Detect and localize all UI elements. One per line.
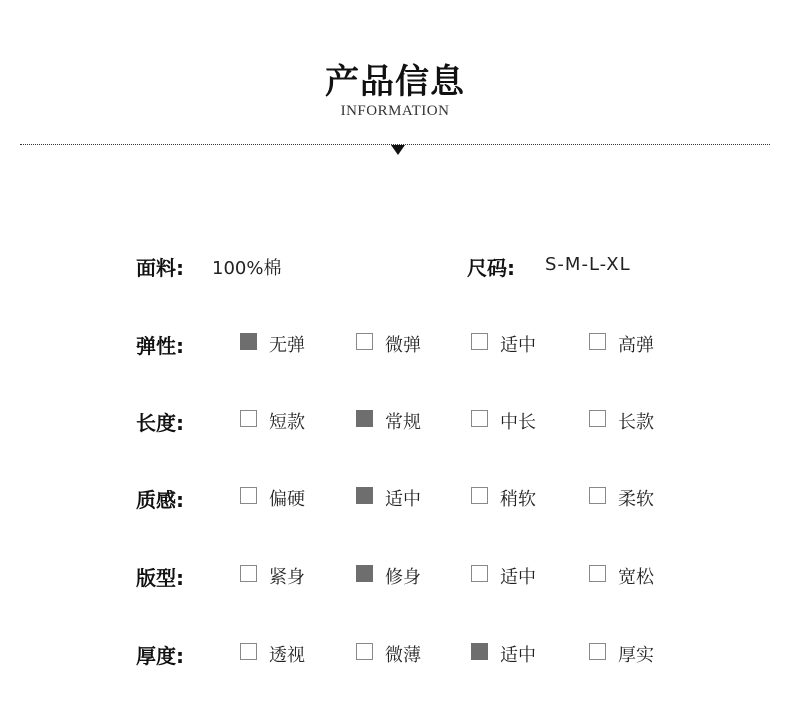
attribute-option-label: 高弹 [618,335,654,356]
attribute-row-fit [0,562,790,592]
attribute-option-label: 适中 [385,489,421,510]
fabric-label: 面料: [136,256,184,280]
checked-box-icon[interactable] [471,643,488,660]
checkbox-icon[interactable] [240,643,257,660]
attribute-label: 长度: [136,411,184,435]
checked-box-icon[interactable] [356,410,373,427]
checkbox-icon[interactable] [240,487,257,504]
page-subtitle: INFORMATION [340,103,450,119]
attribute-option-label: 适中 [500,335,536,356]
checkbox-icon[interactable] [471,565,488,582]
attribute-option-label: 修身 [385,567,421,588]
attribute-option-label: 短款 [269,412,305,433]
checkbox-icon[interactable] [589,643,606,660]
attribute-option-label: 适中 [500,645,536,666]
checkbox-icon[interactable] [356,643,373,660]
checkbox-icon[interactable] [240,565,257,582]
checkbox-icon[interactable] [356,333,373,350]
attribute-row-texture [0,484,790,514]
attribute-row-elasticity [0,330,790,360]
checkbox-icon[interactable] [589,410,606,427]
attribute-option-label: 紧身 [269,567,305,588]
attribute-option-label: 微弹 [385,335,421,356]
attribute-label: 弹性: [136,334,184,358]
triangle-down-icon [391,145,405,155]
attribute-option-label: 柔软 [618,489,654,510]
attribute-option-label: 中长 [500,412,536,433]
attribute-option-label: 宽松 [618,567,654,588]
size-value: S-M-L-XL [545,254,631,275]
attribute-option-label: 长款 [618,412,654,433]
attribute-option-label: 常规 [385,412,421,433]
page-title: 产品信息 [325,62,465,102]
attribute-option-label: 偏硬 [269,489,305,510]
attribute-label: 版型: [136,566,184,590]
attribute-option-label: 透视 [269,645,305,666]
attribute-option-label: 稍软 [500,489,536,510]
checkbox-icon[interactable] [240,410,257,427]
checked-box-icon[interactable] [356,487,373,504]
fabric-value: 100%棉 [212,258,282,279]
attribute-row-length [0,407,790,437]
attribute-row-thickness [0,640,790,670]
checkbox-icon[interactable] [589,487,606,504]
attribute-option-label: 微薄 [385,645,421,666]
checkbox-icon[interactable] [471,333,488,350]
attribute-option-label: 厚实 [618,645,654,666]
checked-box-icon[interactable] [240,333,257,350]
checkbox-icon[interactable] [589,333,606,350]
size-label: 尺码: [467,256,515,280]
checkbox-icon[interactable] [471,410,488,427]
checked-box-icon[interactable] [356,565,373,582]
attribute-option-label: 适中 [500,567,536,588]
attribute-option-label: 无弹 [269,335,305,356]
attribute-label: 厚度: [136,644,184,668]
checkbox-icon[interactable] [589,565,606,582]
attribute-label: 质感: [136,488,184,512]
checkbox-icon[interactable] [471,487,488,504]
